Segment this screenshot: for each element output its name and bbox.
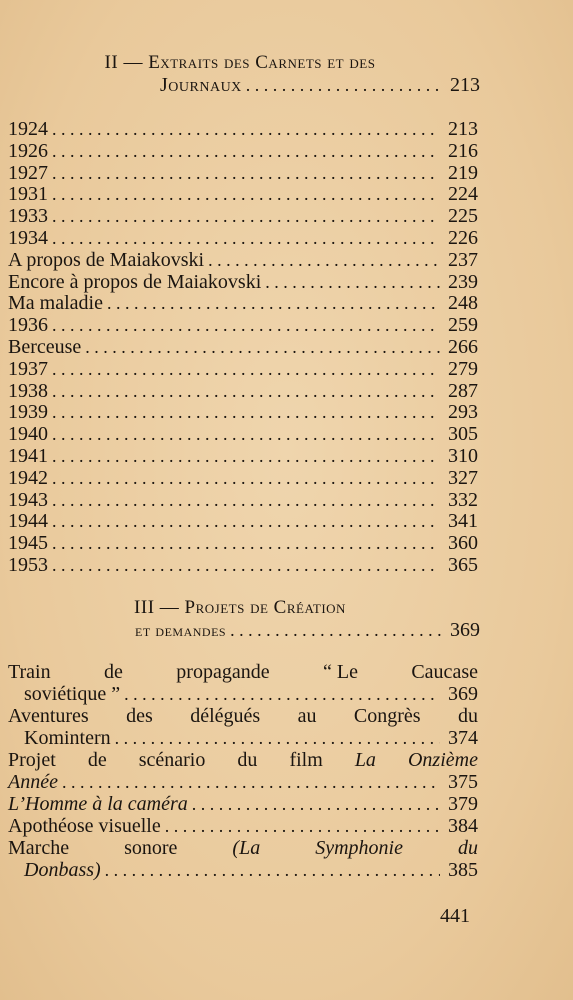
- word: film: [289, 749, 323, 771]
- toc-entry: [8, 489, 478, 511]
- word: sonore: [124, 837, 178, 859]
- entry-label: 1937: [8, 357, 48, 380]
- leader-dots: [230, 619, 442, 641]
- leader-dots: [52, 227, 440, 249]
- toc-entry: [8, 532, 478, 554]
- word: au: [297, 705, 317, 727]
- page-ref: 369: [450, 619, 480, 641]
- toc-entry: [8, 292, 478, 314]
- leader-dots: [105, 859, 440, 881]
- entry-label: 1934: [8, 227, 48, 249]
- leader-dots: [107, 292, 440, 314]
- entry-label: 1943: [8, 488, 48, 511]
- toc-entry-projet-line2: [8, 771, 478, 793]
- entry-label: 1933: [8, 205, 48, 228]
- section-iii-title-line2: [135, 619, 480, 642]
- toc-entry: [8, 205, 478, 227]
- section-ii-title-text: Journaux: [160, 74, 242, 96]
- toc-entry: [8, 227, 478, 249]
- toc-entry: [8, 118, 478, 140]
- page-ref: 213: [450, 74, 480, 96]
- leader-dots: [52, 380, 440, 402]
- section-iii-title: III — Projets de Création: [134, 597, 346, 618]
- leader-dots: [124, 683, 440, 705]
- page-ref: 365: [448, 554, 478, 576]
- page-ref: 225: [448, 205, 478, 228]
- toc-entry: [8, 554, 478, 576]
- toc-entry: [8, 358, 478, 380]
- page-ref: 216: [448, 139, 478, 162]
- section-iii-title-text: et demandes: [135, 621, 227, 640]
- word: Symphonie: [315, 837, 403, 859]
- toc-entry-aventures-line2: [24, 727, 478, 749]
- leader-dots: [52, 140, 440, 162]
- toc-entry-apotheose: [8, 815, 478, 837]
- leader-dots: [52, 445, 440, 467]
- leader-dots: [52, 118, 440, 140]
- toc-entry-homme: [8, 793, 478, 815]
- page-ref: 239: [448, 270, 478, 293]
- entry-label: 1938: [8, 379, 48, 402]
- entry-label: 1953: [8, 554, 48, 576]
- entry-label: 1926: [8, 139, 48, 162]
- word: du: [457, 837, 478, 859]
- leader-dots: [85, 336, 440, 358]
- word: Aventures: [8, 705, 89, 727]
- leader-dots: [52, 467, 440, 489]
- page-ref: 259: [448, 314, 478, 337]
- entry-label: 1936: [8, 314, 48, 337]
- entry-label: Ma maladie: [8, 292, 103, 315]
- leader-dots: [52, 532, 440, 554]
- word: délégués: [190, 705, 261, 727]
- word: La: [354, 749, 376, 771]
- page-ref: 385: [448, 859, 478, 881]
- page-ref: 293: [448, 401, 478, 424]
- page-ref: 237: [448, 248, 478, 271]
- page-ref: 226: [448, 227, 478, 249]
- entry-label: 1940: [8, 423, 48, 446]
- toc-entry: [8, 401, 478, 423]
- toc-entry: [8, 140, 478, 162]
- word: Congrès: [353, 705, 421, 727]
- toc-entry: [8, 445, 478, 467]
- leader-dots: [52, 205, 440, 227]
- entry-label: soviétique ”: [24, 683, 121, 705]
- section-ii-title-line2: [160, 74, 480, 96]
- toc-entry-train-line2: [24, 683, 478, 705]
- word: “ Le: [322, 661, 358, 683]
- entry-label: Apothéose visuelle: [8, 815, 161, 837]
- toc-entry-aventures-line1: [8, 705, 478, 727]
- page-ref: 279: [448, 357, 478, 380]
- entry-label: 1939: [8, 401, 48, 424]
- page-ref: 341: [448, 510, 478, 533]
- leader-dots: [52, 510, 440, 532]
- word: des: [126, 705, 153, 727]
- page-ref: 379: [448, 793, 478, 815]
- leader-dots: [208, 249, 440, 271]
- toc-entry: [8, 380, 478, 402]
- leader-dots: [115, 727, 440, 749]
- page-ref: 287: [448, 379, 478, 402]
- entry-label: 1942: [8, 466, 48, 489]
- word: Onzième: [407, 749, 478, 771]
- entry-label: 1945: [8, 532, 48, 555]
- toc-entry-marche-line1: [8, 837, 478, 859]
- toc-entry: [8, 249, 478, 271]
- entry-label: L’Homme à la caméra: [8, 793, 188, 815]
- page-ref: 266: [448, 336, 478, 358]
- entry-label: Komintern: [24, 727, 111, 749]
- section-ii-title: II — Extraits des Carnets et des: [104, 52, 376, 73]
- entry-label: 1944: [8, 510, 48, 533]
- entry-label: 1924: [8, 118, 48, 140]
- leader-dots: [52, 554, 440, 576]
- word: de: [87, 749, 107, 771]
- toc-entry: [8, 336, 478, 358]
- entry-label: Berceuse: [8, 336, 82, 358]
- page-ref: 248: [448, 292, 478, 315]
- leader-dots: [52, 162, 440, 184]
- leader-dots: [192, 793, 440, 815]
- toc-entry-marche-line2: [24, 859, 478, 881]
- entry-label: Année: [8, 771, 58, 793]
- page-ref: 305: [448, 423, 478, 446]
- word: Train: [8, 661, 51, 683]
- toc-entry: [8, 510, 478, 532]
- toc-entry-projet-line1: [8, 749, 478, 771]
- page-ref: 213: [448, 118, 478, 140]
- page-ref: 369: [448, 683, 478, 705]
- page-ref: 327: [448, 466, 478, 489]
- leader-dots: [165, 815, 440, 837]
- word: de: [104, 661, 123, 683]
- word: du: [457, 705, 478, 727]
- page-ref: 360: [448, 532, 478, 555]
- entry-label: 1927: [8, 161, 48, 184]
- leader-dots: [52, 183, 440, 205]
- page-ref: 224: [448, 183, 478, 206]
- page-ref: 374: [448, 727, 478, 749]
- leader-dots: [246, 74, 442, 96]
- page-ref: 375: [448, 771, 478, 793]
- word: (La: [232, 837, 261, 859]
- entry-label: 1941: [8, 445, 48, 467]
- word: Projet: [8, 749, 56, 771]
- leader-dots: [52, 401, 440, 423]
- word: Marche: [8, 837, 70, 859]
- page-ref: 310: [448, 445, 478, 467]
- word: scénario: [138, 749, 206, 771]
- toc-entry: [8, 162, 478, 184]
- entry-label: Donbass): [24, 859, 101, 881]
- toc-entry-train-line1: [8, 661, 478, 683]
- leader-dots: [62, 771, 440, 793]
- leader-dots: [52, 358, 440, 380]
- toc-entry: [8, 271, 478, 293]
- page-ref: 384: [448, 815, 478, 837]
- leader-dots: [265, 271, 440, 293]
- toc-entry: [8, 423, 478, 445]
- word: propagande: [176, 661, 270, 683]
- leader-dots: [52, 489, 440, 511]
- entry-label: Encore à propos de Maiakovski: [8, 270, 262, 293]
- toc-entry: [8, 314, 478, 336]
- leader-dots: [52, 423, 440, 445]
- page-ref: 219: [448, 161, 478, 184]
- entry-label: 1931: [8, 183, 48, 206]
- leader-dots: [52, 314, 440, 336]
- toc-entry: [8, 183, 478, 205]
- word: du: [237, 749, 258, 771]
- word: Caucase: [411, 661, 478, 683]
- entry-label: A propos de Maiakovski: [8, 248, 205, 271]
- page-ref: 332: [448, 488, 478, 511]
- page-number: 441: [440, 905, 470, 927]
- toc-entry: [8, 467, 478, 489]
